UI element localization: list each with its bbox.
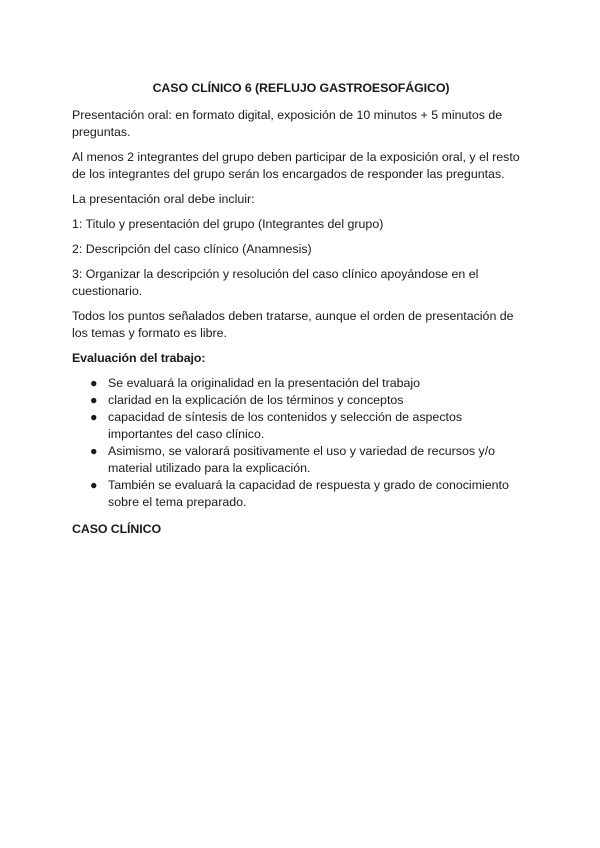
list-item-text: Asimismo, se valorará positivamente el uso y variedad de recursos y/o material utilizado para la explicación.	[108, 444, 496, 475]
document-title: CASO CLÍNICO 6 (REFLUJO GASTROESOFÁGICO)	[152, 81, 450, 95]
paragraph-participants: Al menos 2 integrantes del grupo deben participar de la exposición oral, y el resto de los integrantes del grupo serán los encargados de responder las preguntas.	[72, 150, 520, 181]
bullet-icon: ●	[90, 410, 98, 424]
paragraph-item-2: 2: Descripción del caso clínico (Anamnesis)	[72, 242, 312, 256]
paragraph-must-include: La presentación oral debe incluir:	[72, 192, 255, 206]
list-item	[72, 375, 530, 392]
list-item-text: También se evaluará la capacidad de respuesta y grado de conocimiento sobre el tema preparado.	[108, 478, 509, 509]
list-item-text: capacidad de síntesis de los contenidos y selección de aspectos importantes del caso clínico.	[108, 410, 463, 441]
list-item	[72, 392, 530, 409]
paragraph-presentation-format: Presentación oral: en formato digital, exposición de 10 minutos + 5 minutos de preguntas.	[72, 108, 503, 139]
bullet-icon: ●	[90, 393, 98, 407]
case-heading: CASO CLÍNICO	[72, 522, 161, 536]
paragraph-item-1: 1: Titulo y presentación del grupo (Integrantes del grupo)	[72, 217, 384, 231]
list-item-text: Se evaluará la originalidad en la presentación del trabajo	[108, 376, 421, 390]
bullet-icon: ●	[90, 444, 98, 458]
list-item-text: claridad en la explicación de los términos y conceptos	[108, 393, 404, 407]
document-page	[72, 80, 530, 546]
bullet-icon: ●	[90, 376, 98, 390]
bullet-icon: ●	[90, 478, 98, 492]
evaluation-list	[72, 375, 530, 511]
list-item	[72, 477, 530, 511]
paragraph-item-3: 3: Organizar la descripción y resolución del caso clínico apoyándose en el cuestionario.	[72, 267, 479, 298]
paragraph-order-note: Todos los puntos señalados deben tratarse, aunque el orden de presentación de los temas y formato es libre.	[72, 309, 514, 340]
list-item	[72, 409, 530, 443]
evaluation-heading: Evaluación del trabajo:	[72, 351, 206, 365]
list-item	[72, 443, 530, 477]
